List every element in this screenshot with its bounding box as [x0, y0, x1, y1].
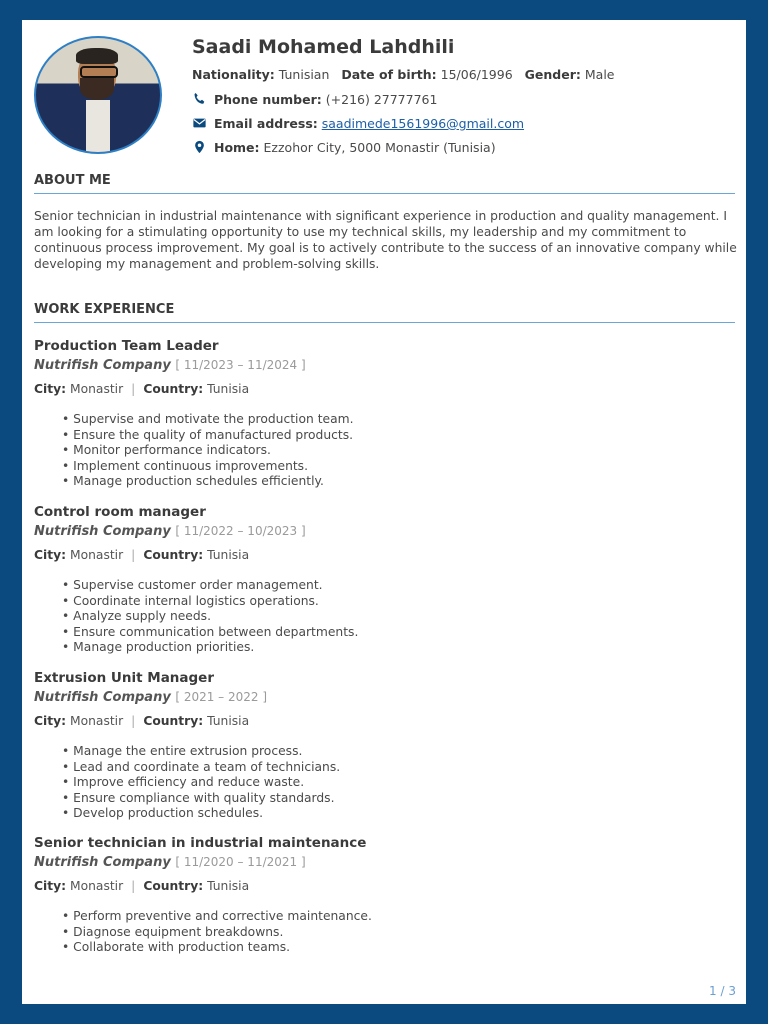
job-title: Production Team Leader [34, 338, 219, 354]
duty-item: • Monitor performance indicators. [62, 443, 734, 459]
home-value: Ezzohor City, 5000 Monastir (Tunisia) [263, 140, 496, 155]
envelope-icon [192, 116, 207, 130]
about-section-title: ABOUT ME [34, 173, 735, 194]
duty-item: • Diagnose equipment breakdowns. [62, 925, 734, 941]
job-entry [34, 504, 734, 656]
duty-item: • Manage the entire extrusion process. [62, 744, 734, 760]
job-location: City: Monastir | Country: Tunisia [34, 548, 250, 562]
city-value: Monastir [69, 714, 124, 728]
duty-item: • Ensure compliance with quality standards. [62, 791, 734, 807]
country-label: Country: [143, 714, 204, 728]
duty-item: • Coordinate internal logistics operations. [62, 594, 734, 610]
duty-item: • Ensure the quality of manufactured products. [62, 428, 734, 444]
country-label: Country: [143, 548, 204, 562]
job-title: Control room manager [34, 504, 206, 520]
city-label: City: [34, 548, 67, 562]
job-company [34, 690, 734, 714]
city-value: Monastir [69, 879, 124, 893]
email-label: Email address: [213, 116, 318, 131]
gender-label: Gender: [524, 67, 581, 82]
personal-details [192, 67, 614, 82]
job-company [34, 855, 734, 879]
job-dates: [ 11/2020 – 11/2021 ] [175, 855, 306, 869]
about-text: Senior technician in industrial maintenance with significant experience in production and quality management. I am looking for a stimulating opportunity to use my technical skills, my leadership and my commitment to continuous process improvement. My goal is to actively contribute to the success of an innovative company while developing my management and problem-solving skills. [34, 209, 737, 271]
job-entry [34, 670, 734, 822]
duty-item: • Perform preventive and corrective maintenance. [62, 909, 734, 925]
duty-item: • Analyze supply needs. [62, 609, 734, 625]
job-location: City: Monastir | Country: Tunisia [34, 879, 250, 893]
dob-value: 15/06/1996 [440, 67, 513, 82]
country-value: Tunisia [207, 879, 250, 893]
country-label: Country: [143, 879, 204, 893]
city-label: City: [34, 382, 67, 396]
profile-photo [34, 36, 162, 154]
map-pin-icon [192, 140, 207, 154]
corner-decoration-top-right [746, 0, 768, 82]
email-line [192, 116, 524, 131]
phone-icon [192, 92, 207, 106]
duty-item: • Supervise and motivate the production team. [62, 412, 734, 428]
company-name: Nutrifish Company [34, 855, 171, 870]
duty-item: • Manage production priorities. [62, 640, 734, 656]
duty-item: • Supervise customer order management. [62, 578, 734, 594]
corner-decoration-bottom-right [746, 942, 768, 1024]
phone-line [192, 92, 437, 107]
job-duties [34, 412, 734, 490]
nationality-value: Tunisian [278, 67, 330, 82]
job-duties [34, 744, 734, 822]
country-value: Tunisia [207, 714, 250, 728]
city-label: City: [34, 879, 67, 893]
duty-item: • Improve efficiency and reduce waste. [62, 775, 734, 791]
job-location: City: Monastir | Country: Tunisia [34, 714, 250, 728]
person-name: Saadi Mohamed Lahdhili [192, 36, 455, 58]
company-name: Nutrifish Company [34, 690, 171, 705]
nationality-label: Nationality: [192, 67, 275, 82]
dob-label: Date of birth: [341, 67, 437, 82]
city-label: City: [34, 714, 67, 728]
email-link[interactable]: saadimede1561996@gmail.com [321, 116, 525, 131]
duty-item: • Lead and coordinate a team of technicians. [62, 760, 734, 776]
city-value: Monastir [69, 382, 124, 396]
job-location: City: Monastir | Country: Tunisia [34, 382, 250, 396]
job-dates: [ 11/2022 – 10/2023 ] [175, 524, 306, 538]
job-title: Senior technician in industrial maintenance [34, 835, 367, 851]
experience-section-title: WORK EXPERIENCE [34, 302, 735, 323]
job-company [34, 358, 734, 382]
phone-value: (+216) 27777761 [325, 92, 438, 107]
job-duties [34, 578, 734, 656]
duty-item: • Ensure communication between departments. [62, 625, 734, 641]
job-title: Extrusion Unit Manager [34, 670, 214, 686]
job-duties [34, 909, 734, 956]
duty-item: • Implement continuous improvements. [62, 459, 734, 475]
country-value: Tunisia [207, 548, 250, 562]
corner-decoration-bottom-left [0, 942, 22, 1024]
company-name: Nutrifish Company [34, 358, 171, 373]
job-dates: [ 11/2023 – 11/2024 ] [175, 358, 306, 372]
gender-value: Male [584, 67, 615, 82]
home-label: Home: [213, 140, 260, 155]
duty-item: • Develop production schedules. [62, 806, 734, 822]
cv-page [22, 20, 746, 1004]
duty-item: • Collaborate with production teams. [62, 940, 734, 956]
home-line [192, 140, 496, 155]
page-number: 1 / 3 [709, 984, 736, 998]
company-name: Nutrifish Company [34, 524, 171, 539]
job-dates: [ 2021 – 2022 ] [175, 690, 268, 704]
country-value: Tunisia [207, 382, 250, 396]
job-company [34, 524, 734, 548]
phone-label: Phone number: [213, 92, 322, 107]
country-label: Country: [143, 382, 204, 396]
corner-decoration-top-left [0, 0, 22, 82]
duty-item: • Manage production schedules efficiently. [62, 474, 734, 490]
city-value: Monastir [69, 548, 124, 562]
job-entry [34, 338, 734, 490]
job-entry [34, 835, 734, 956]
